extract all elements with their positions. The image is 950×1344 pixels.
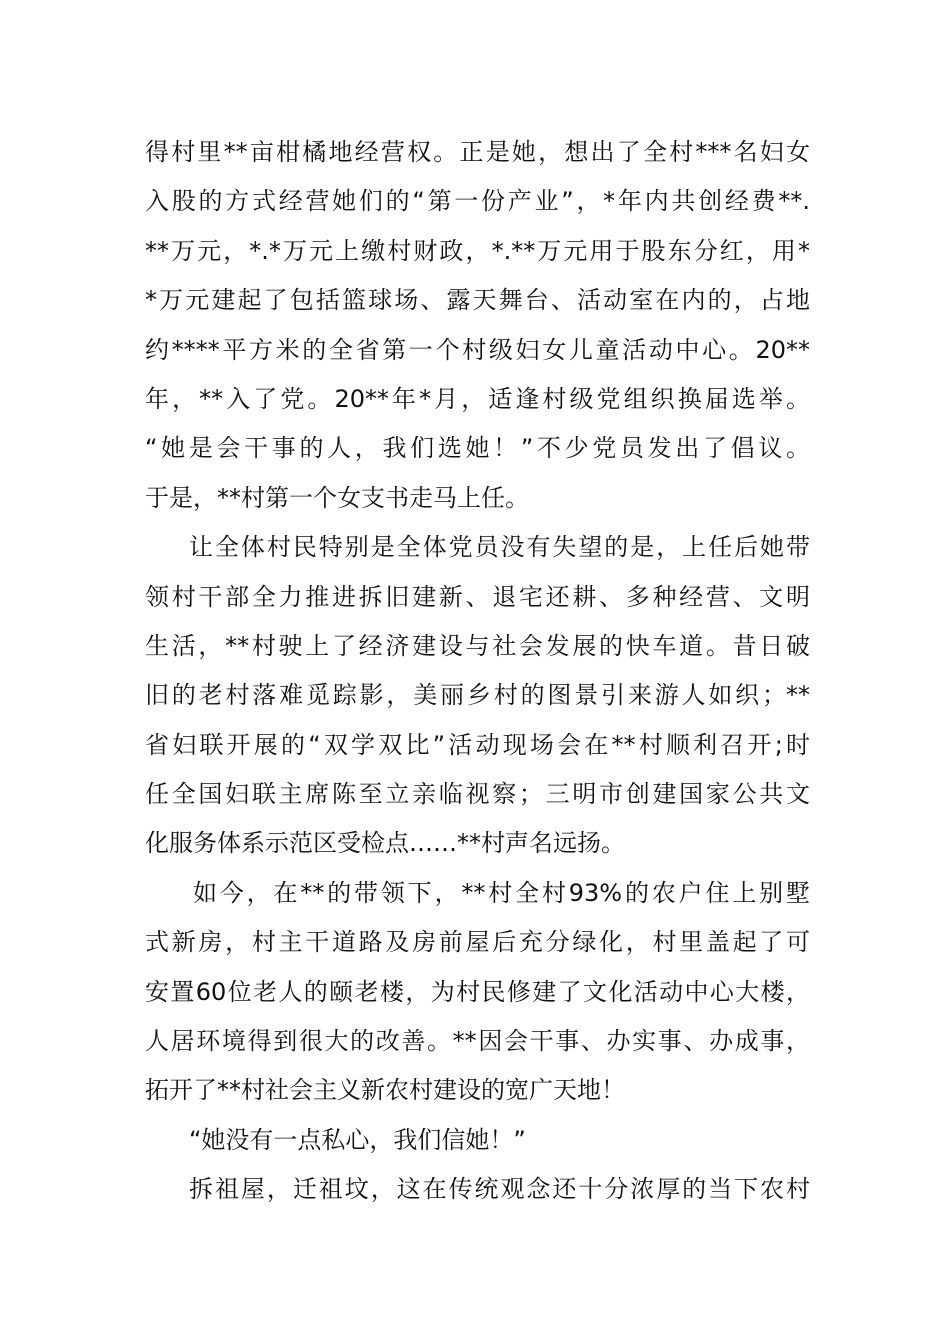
text-line: 人居环境得到很大的改善。**因会干事、办实事、办成事，	[145, 1027, 810, 1056]
paragraph-3	[145, 869, 810, 1116]
text-line: 如今，在**的带领下，**村全村93%的农户住上别墅	[193, 878, 810, 907]
text-line: “她是会干事的人，我们选她！”不少党员发出了倡议。	[145, 434, 810, 463]
text-line: 拆祖屋，迁祖坟，这在传统观念还十分浓厚的当下农村	[189, 1175, 810, 1204]
text-line: 得村里**亩柑橘地经营权。正是她，想出了全村***名妇女	[145, 138, 810, 166]
text-line: 任全国妇联主席陈至立亲临视察；三明市创建国家公共文	[145, 780, 810, 809]
text-line: “她没有一点私心，我们信她！”	[189, 1125, 526, 1154]
text-line: 约****平方米的全省第一个村级妇女儿童活动中心。20**	[145, 335, 810, 364]
document-body	[145, 128, 810, 1215]
text-line: 于是，**村第一个女支书走马上任。	[145, 483, 529, 512]
paragraph-1	[145, 128, 810, 523]
paragraph-2	[145, 523, 810, 869]
text-line: 旧的老村落难觅踪影，美丽乡村的图景引来游人如织；**	[145, 681, 810, 710]
text-line: 让全体村民特别是全体党员没有失望的是，上任后她带	[189, 533, 810, 562]
text-line: 入股的方式经营她们的“第一份产业”，*年内共创经费**.	[145, 187, 810, 216]
text-line: 安置60位老人的颐老楼，为村民修建了文化活动中心大楼，	[145, 977, 810, 1006]
text-line: 省妇联开展的“双学双比”活动现场会在**村顺利召开;时	[145, 730, 810, 759]
text-line: 拓开了**村社会主义新农村建设的宽广天地！	[145, 1076, 625, 1105]
paragraph-5	[145, 1165, 810, 1214]
paragraph-4	[145, 1116, 810, 1165]
text-line: 式新房，村主干道路及房前屋后充分绿化，村里盖起了可	[145, 928, 810, 957]
text-line: 化服务体系示范区受检点……**村声名远扬。	[145, 829, 625, 858]
text-line: 生活，**村驶上了经济建设与社会发展的快车道。昔日破	[145, 631, 810, 660]
text-line: 年，**入了党。20**年*月，适逢村级党组织换届选举。	[145, 384, 810, 413]
text-line: 领村干部全力推进拆旧建新、退宅还耕、多种经营、文明	[145, 582, 810, 611]
text-line: *万元建起了包括篮球场、露天舞台、活动室在内的，占地	[145, 286, 810, 315]
text-line: **万元，*.*万元上缴村财政，*.**万元用于股东分红，用*	[145, 236, 810, 265]
